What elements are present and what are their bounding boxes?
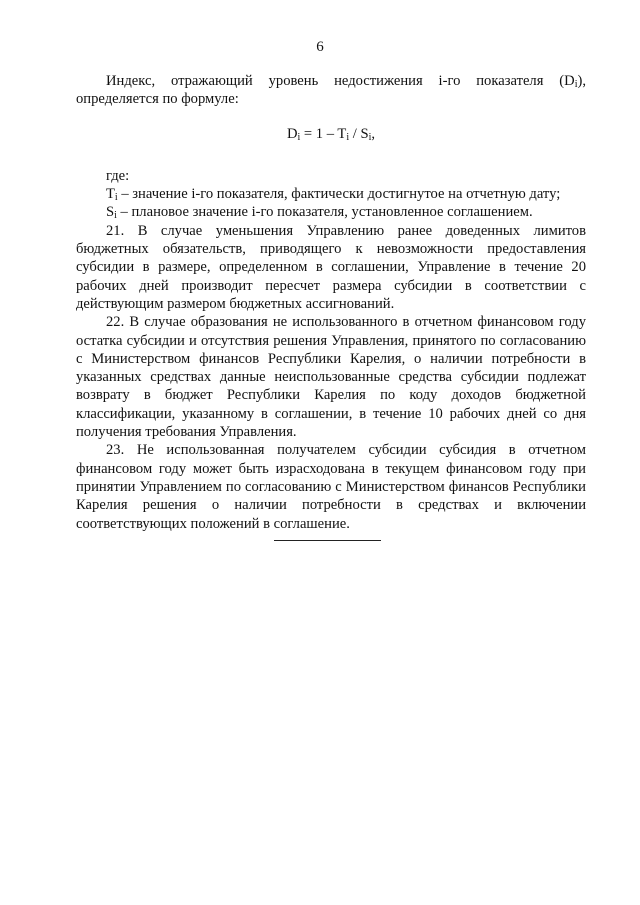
paragraph-22: 22. В случае образования не использованного в отчетном финансовом году остатка субсидии и отсутствия решения Управления, принятого по согласованию с Министерством финансов Республики Карелия, о наличии потребности в указанных средствах данные неиспользованные средства субсидии подлежат возврату в бюджет Республики Карелия по коду доходов бюджетной классификации, указанному в соглашении, в течение 10 рабочих дней со дня получения требования Управления. (76, 314, 586, 441)
definition-t-symbol: T (106, 186, 115, 203)
intro-subscript: i (574, 79, 578, 90)
definition-s (76, 203, 586, 221)
formula-d: D (286, 125, 298, 142)
formula-end: , (371, 125, 376, 142)
formula-middle: = 1 – T (300, 125, 347, 142)
paragraph-21: 21. В случае уменьшения Управлению ранее доведенных лимитов бюджетных обязательств, приводящего к невозможности предоставления субсидии в размере, определенном в соглашении, Управление в течение 20 рабочих дней производит пересчет размера субсидии в соответствии с действующим размером бюджетных ассигнований. (76, 222, 586, 312)
paragraph-23: 23. Не использованная получателем субсидии субсидия в отчетном финансовом году может быть израсходована в текущем финансовом году при принятии Управлением по согласованию с Министерством финансов Республики Карелия решения о наличии потребности в средствах и включении соответствующих положений в соглашение. (76, 442, 586, 532)
page-number: 6 (316, 39, 324, 55)
definition-s-symbol: S (106, 204, 115, 221)
formula-slash: / S (349, 125, 369, 142)
end-separator-line (274, 540, 381, 541)
definition-s-subscript: i (114, 210, 117, 222)
document-body (76, 72, 586, 533)
formula-t-subscript: i (346, 131, 350, 143)
formula-d-subscript: i (297, 131, 301, 143)
formula-s-subscript: i (368, 131, 372, 143)
definition-t (76, 185, 586, 203)
formula (76, 109, 586, 167)
definition-s-text: – плановое значение i-го показателя, установленное соглашением. (116, 204, 533, 221)
intro-after: ), определяется по формуле: (76, 73, 586, 108)
definition-t-subscript: i (114, 192, 118, 204)
definition-t-text: – значение i-го показателя, фактически достигнутое на отчетную дату; (117, 186, 561, 203)
intro-paragraph (76, 72, 586, 109)
where-label: где: (106, 167, 130, 184)
intro-text: Индекс, отражающий уровень недостижения i-го показателя (D (106, 73, 575, 89)
